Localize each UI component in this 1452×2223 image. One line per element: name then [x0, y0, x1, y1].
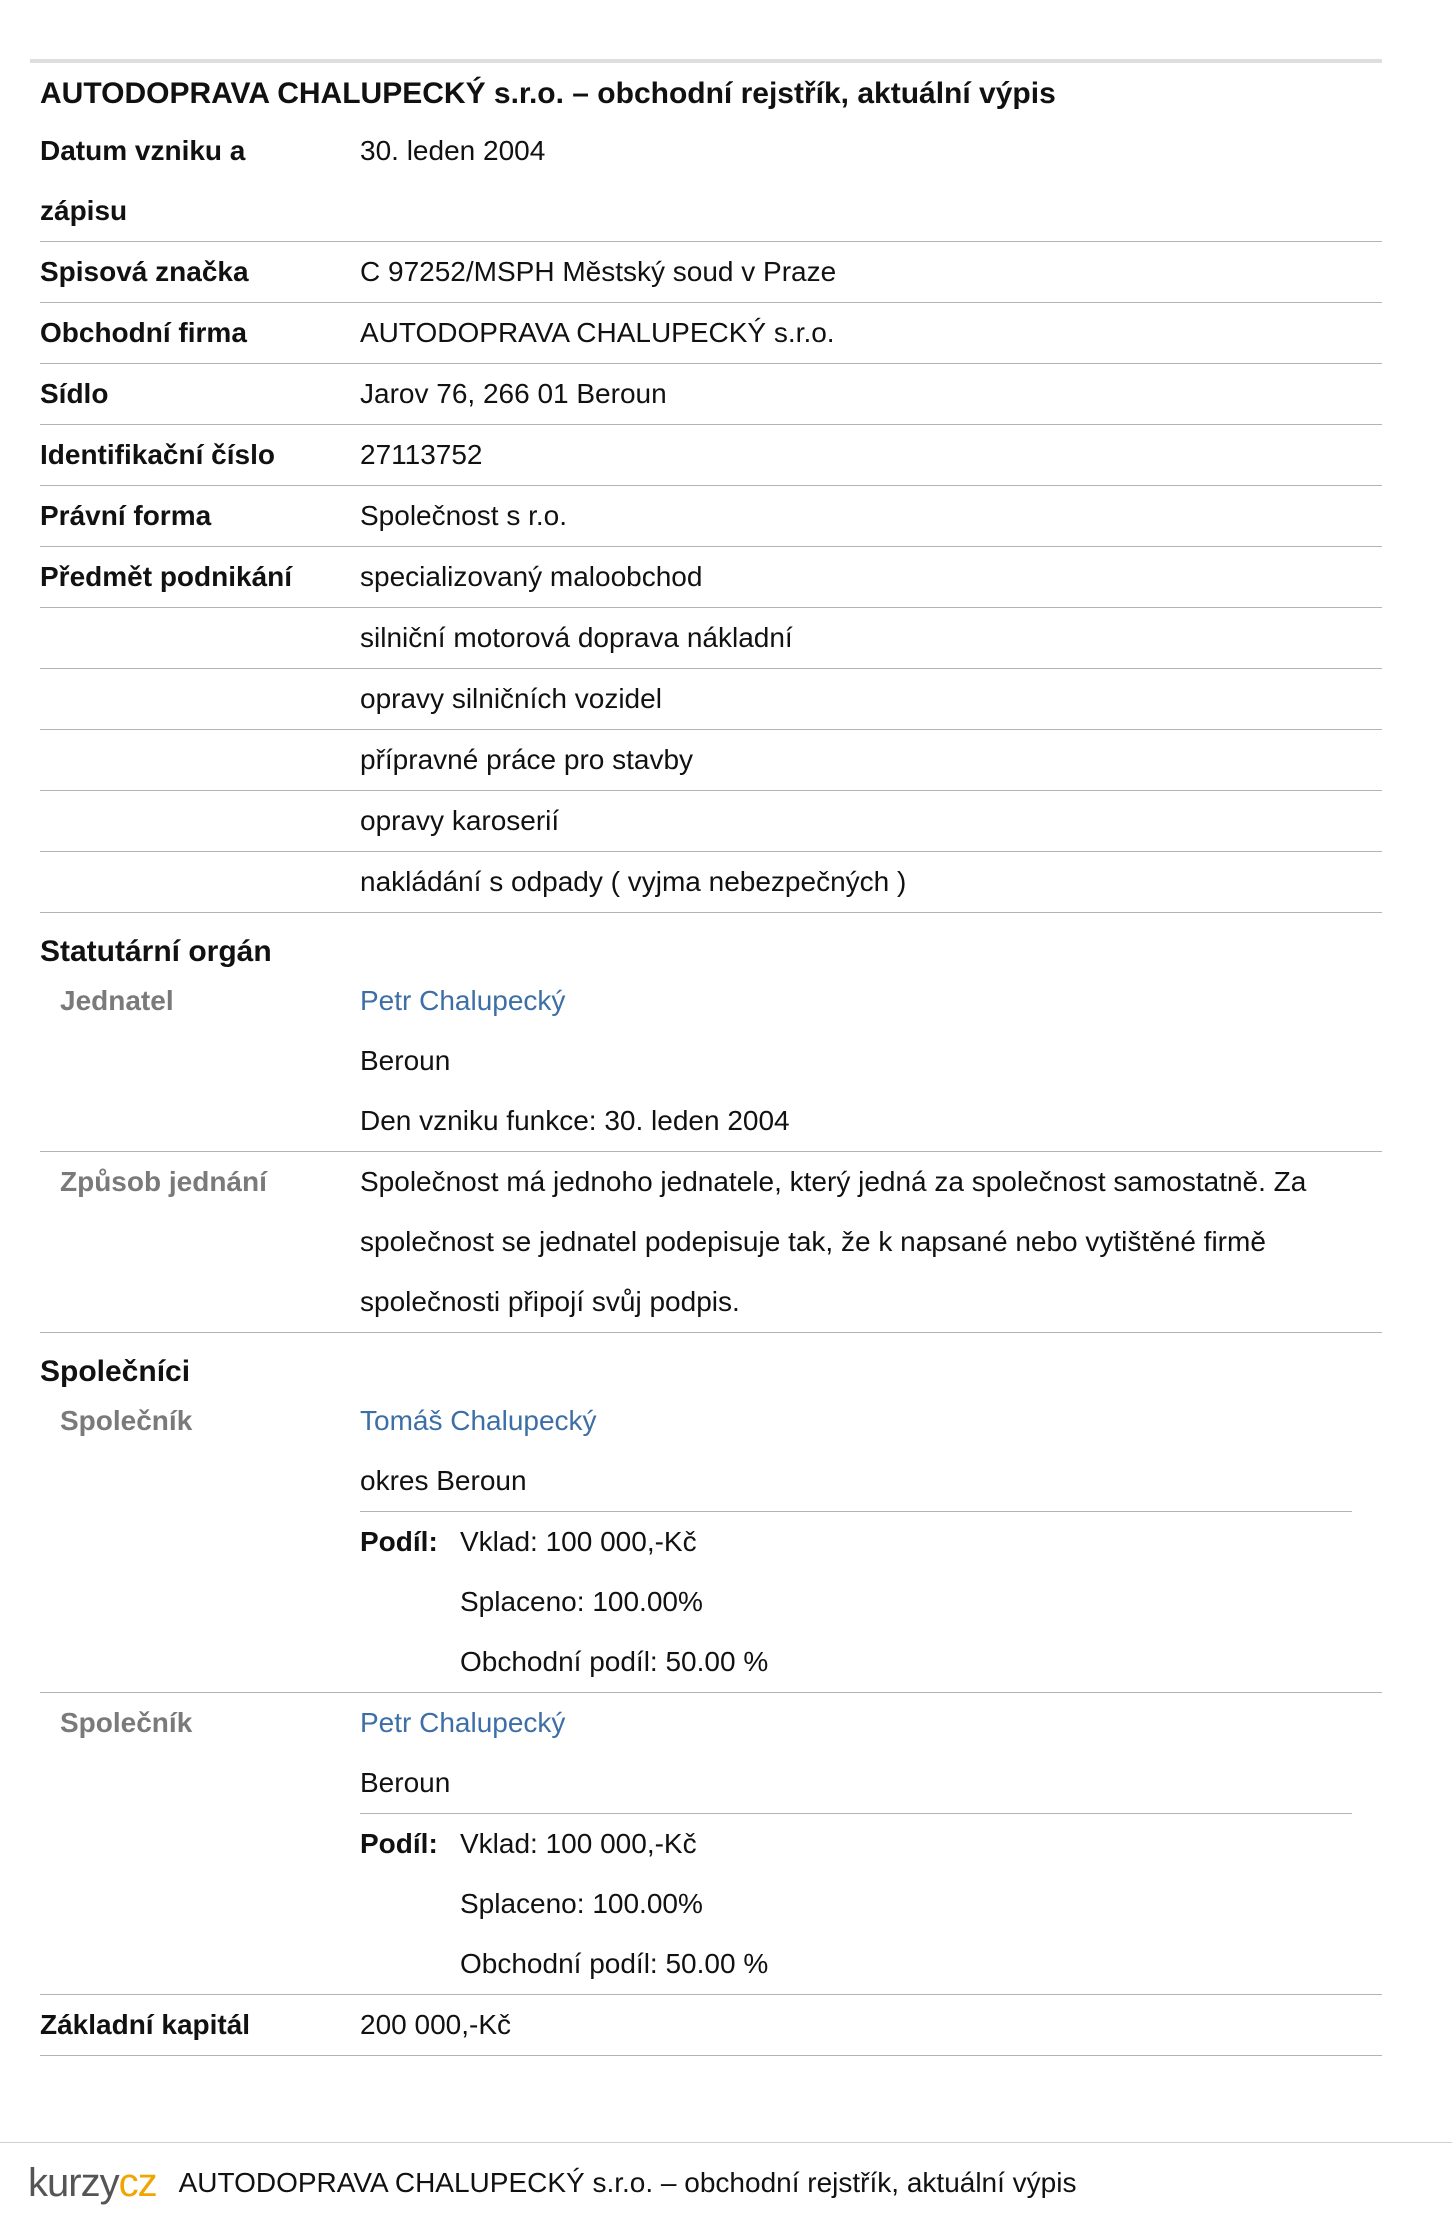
value-predmet-item: opravy silničních vozidel — [360, 683, 662, 714]
jednatel-block — [360, 971, 1382, 1151]
label-pravni-forma: Právní forma — [40, 500, 212, 531]
register-extract — [30, 59, 1382, 2056]
label-spolecnik: Společník — [60, 1405, 193, 1436]
label-datum-line2: zápisu — [40, 195, 128, 226]
row-pravni-forma — [40, 486, 1382, 547]
page-title: AUTODOPRAVA CHALUPECKÝ s.r.o. – obchodní rejstřík, aktuální výpis — [40, 77, 1056, 110]
value-ico: 27113752 — [360, 439, 483, 470]
footer-bar — [0, 2142, 1452, 2223]
podil-label: Podíl: — [360, 1526, 438, 1557]
row-predmet-1 — [40, 547, 1382, 608]
row-predmet-6 — [40, 852, 1382, 913]
logo-part-kurzy: kurzy — [28, 2161, 119, 2205]
value-obchodni-firma: AUTODOPRAVA CHALUPECKÝ s.r.o. — [360, 317, 835, 348]
jednatel-since: Den vzniku funkce: 30. leden 2004 — [360, 1105, 790, 1136]
podil-vklad: Vklad: 100 000,-Kč — [460, 1828, 697, 1859]
footer-text: AUTODOPRAVA CHALUPECKÝ s.r.o. – obchodní rejstřík, aktuální výpis — [178, 2167, 1077, 2198]
label-jednatel: Jednatel — [60, 985, 174, 1016]
heading-statutarni-organ: Statutární orgán — [40, 935, 272, 968]
value-predmet-item: silniční motorová doprava nákladní — [360, 622, 793, 653]
jednatel-name-link[interactable]: Petr Chalupecký — [360, 985, 566, 1016]
value-zakladni-kapital: 200 000,-Kč — [360, 2009, 511, 2040]
row-jednatel — [40, 971, 1382, 1152]
row-predmet-5 — [40, 791, 1382, 852]
zpusob-line: společnosti připojí svůj podpis. — [360, 1286, 740, 1317]
label-zakladni-kapital: Základní kapitál — [40, 2009, 251, 2040]
podil-values — [460, 1814, 768, 1994]
podil-splaceno: Splaceno: 100.00% — [460, 1888, 703, 1919]
spolecnik-place: okres Beroun — [360, 1465, 527, 1496]
zpusob-jednani-text — [360, 1152, 1382, 1332]
jednatel-place: Beroun — [360, 1045, 451, 1076]
label-ico: Identifikační číslo — [40, 439, 275, 470]
spolecnik-name-link[interactable]: Tomáš Chalupecký — [360, 1405, 597, 1436]
heading-spolecnici: Společníci — [40, 1355, 191, 1388]
logo-part-cz: cz — [118, 2161, 157, 2205]
value-pravni-forma: Společnost s r.o. — [360, 500, 568, 531]
label-predmet-podnikani: Předmět podnikání — [40, 561, 293, 592]
kurzy-cz-logo[interactable] — [28, 2163, 157, 2203]
spolecnik-block — [360, 1391, 1382, 1692]
value-datum-vzniku: 30. leden 2004 — [360, 135, 546, 166]
row-datum-vzniku — [40, 121, 1382, 242]
value-predmet-item: nakládání s odpady ( vyjma nebezpečných ) — [360, 866, 907, 897]
value-predmet-item: opravy karoserií — [360, 805, 560, 836]
podil-block — [360, 1511, 1352, 1692]
row-zakladni-kapital — [40, 1995, 1382, 2056]
label-spisova-znacka: Spisová značka — [40, 256, 249, 287]
zpusob-line: společnost se jednatel podepisuje tak, že k napsané nebo vytištěné firmě — [360, 1226, 1266, 1257]
value-predmet-item: specializovaný maloobchod — [360, 561, 703, 592]
row-ico — [40, 425, 1382, 486]
label-zpusob-jednani: Způsob jednání — [60, 1166, 267, 1197]
label-datum-line1: Datum vzniku a — [40, 135, 246, 166]
row-predmet-2 — [40, 608, 1382, 669]
podil-obchodni: Obchodní podíl: 50.00 % — [460, 1948, 769, 1979]
podil-block — [360, 1813, 1352, 1994]
row-spisova-znacka — [40, 242, 1382, 303]
podil-values — [460, 1512, 768, 1692]
row-obchodni-firma — [40, 303, 1382, 364]
row-predmet-3 — [40, 669, 1382, 730]
spolecnik-name-link[interactable]: Petr Chalupecký — [360, 1707, 566, 1738]
label-obchodni-firma: Obchodní firma — [40, 317, 247, 348]
spolecnik-place: Beroun — [360, 1767, 451, 1798]
zpusob-line: Společnost má jednoho jednatele, který jedná za společnost samostatně. Za — [360, 1166, 1307, 1197]
spolecnik-block — [360, 1693, 1382, 1994]
podil-splaceno: Splaceno: 100.00% — [460, 1586, 703, 1617]
row-spolecnik-1 — [40, 1391, 1382, 1693]
label-spolecnik: Společník — [60, 1707, 193, 1738]
podil-obchodni: Obchodní podíl: 50.00 % — [460, 1646, 769, 1677]
podil-label: Podíl: — [360, 1828, 438, 1859]
row-zpusob-jednani — [40, 1152, 1382, 1333]
row-sidlo — [40, 364, 1382, 425]
row-predmet-4 — [40, 730, 1382, 791]
podil-vklad: Vklad: 100 000,-Kč — [460, 1526, 697, 1557]
value-predmet-item: přípravné práce pro stavby — [360, 744, 694, 775]
row-spolecnik-2 — [40, 1693, 1382, 1995]
value-spisova-znacka: C 97252/MSPH Městský soud v Praze — [360, 256, 837, 287]
label-datum-vzniku — [40, 121, 360, 241]
value-sidlo: Jarov 76, 266 01 Beroun — [360, 378, 667, 409]
label-sidlo: Sídlo — [40, 378, 109, 409]
